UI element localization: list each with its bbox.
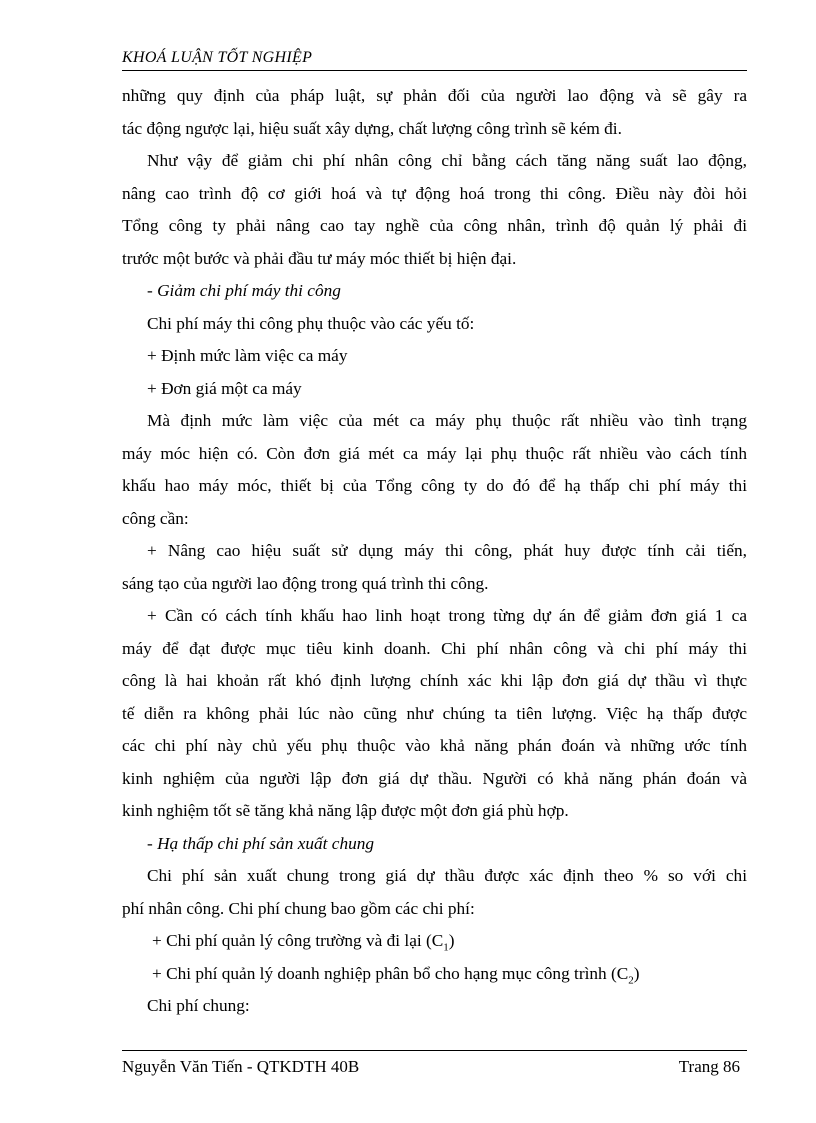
list-item-site-management-close: ) — [448, 931, 455, 950]
header-divider — [122, 70, 747, 71]
body-line-5: Tổng công ty phải nâng cao tay nghề của công nhân, trình độ quản lý phải đi — [122, 216, 747, 235]
subscript-c1: 1 — [443, 941, 449, 954]
list-item-machine-norm: + Định mức làm việc ca máy — [147, 346, 348, 365]
body-line-25: Chi phí sản xuất chung trong giá dự thầu được xác định theo % so với chi — [147, 866, 747, 885]
list-item-site-management-text: + Chi phí quản lý công trường và đi lại (C — [152, 931, 444, 950]
body-line-2: tác động ngược lại, hiệu suất xây dựng, chất lượng công trình sẽ kém đi. — [122, 118, 622, 138]
footer-divider — [122, 1050, 747, 1051]
footer-page-number: Trang 86 — [678, 1057, 740, 1076]
body-line-29: Chi phí chung: — [147, 996, 250, 1015]
body-line-19: công là hai khoản rất khó định lượng chính xác khi lập đơn giá dự thầu vì thực — [122, 671, 747, 690]
body-line-8: Chi phí máy thi công phụ thuộc vào các yếu tố: — [147, 313, 475, 333]
list-item-enterprise-management-text: + Chi phí quản lý doanh nghiệp phân bổ cho hạng mục công trình (C — [152, 963, 629, 983]
body-line-13: khấu hao máy móc, thiết bị của Tổng công ty do đó để hạ thấp chi phí máy thi — [122, 476, 747, 495]
body-line-26: phí nhân công. Chi phí chung bao gồm các chi phí: — [122, 898, 475, 918]
body-line-1: những quy định của pháp luật, sự phản đối của người lao động và sẽ gây ra — [122, 86, 747, 105]
section-heading-machine-cost: - Giảm chi phí máy thi công — [147, 281, 341, 300]
section-heading-overhead-cost: - Hạ thấp chi phí sản xuất chung — [147, 833, 375, 853]
document-body — [122, 80, 747, 1023]
list-item-enterprise-management-close: ) — [633, 963, 640, 983]
body-line-16: sáng tạo của người lao động trong quá trình thi công. — [122, 573, 489, 593]
body-line-6: trước một bước và phải đầu tư máy móc thiết bị hiện đại. — [122, 248, 517, 268]
body-line-23: kinh nghiệm tốt sẽ tăng khả năng lập được một đơn giá phù hợp. — [122, 801, 569, 820]
footer-author: Nguyễn Văn Tiến - QTKDTH 40B — [122, 1057, 360, 1076]
list-item-machine-efficiency: + Nâng cao hiệu suất sử dụng máy thi công, phát huy được tính cải tiến, — [147, 541, 747, 560]
body-line-20: tế diễn ra không phải lúc nào cũng như chúng ta tiên lượng. Việc hạ thấp được — [122, 703, 747, 723]
body-line-14: công cần: — [122, 508, 189, 528]
body-line-11: Mà định mức làm việc của mét ca máy phụ thuộc rất nhiều vào tình trạng — [147, 411, 747, 430]
list-item-site-management-cost — [122, 925, 747, 958]
body-line-12: máy móc hiện có. Còn đơn giá mét ca máy lại phụ thuộc rất nhiều vào cách tính — [122, 443, 747, 463]
body-line-3: Như vậy để giảm chi phí nhân công chỉ bằng cách tăng năng suất lao động, — [147, 151, 747, 170]
subscript-c2: 2 — [628, 973, 634, 986]
body-line-22: kinh nghiệm của người lập đơn giá dự thầu. Người có khả năng phán đoán và — [122, 768, 747, 788]
body-line-21: các chi phí này chủ yếu phụ thuộc vào khả năng phán đoán và những ước tính — [122, 736, 747, 755]
body-line-18: máy để đạt được mục tiêu kinh doanh. Chi phí nhân công và chi phí máy thi — [122, 638, 747, 658]
list-item-enterprise-management-cost — [122, 958, 747, 991]
page-header-title: KHOÁ LUẬN TỐT NGHIỆP — [122, 49, 313, 66]
list-item-depreciation: + Cần có cách tính khấu hao linh hoạt trong từng dự án để giảm đơn giá 1 ca — [147, 606, 747, 625]
list-item-machine-unit-price: + Đơn giá một ca máy — [147, 378, 302, 398]
body-line-4: nâng cao trình độ cơ giới hoá và tự động hoá trong thi công. Điều này đòi hỏi — [122, 183, 747, 203]
